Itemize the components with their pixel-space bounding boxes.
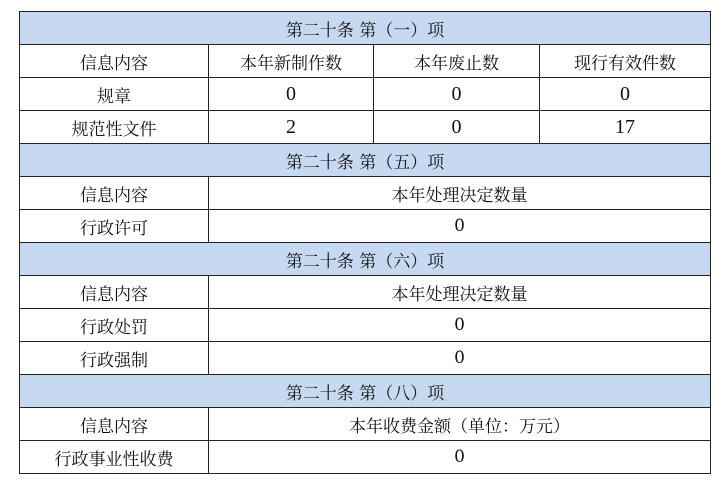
section-header-row <box>20 243 711 276</box>
column-header: 信息内容 <box>20 408 209 441</box>
column-header: 信息内容 <box>20 177 209 210</box>
row-label: 行政事业性收费 <box>20 441 209 474</box>
disclosure-table-container <box>19 11 711 474</box>
cell-value: 0 <box>209 210 711 243</box>
column-header: 本年新制作数 <box>209 45 374 78</box>
column-header: 本年废止数 <box>374 45 540 78</box>
cell-value: 0 <box>540 78 711 111</box>
section-header-row <box>20 375 711 408</box>
section-title: 第二十条 第（八）项 <box>20 375 711 408</box>
column-header-row <box>20 408 711 441</box>
cell-value: 17 <box>540 111 711 144</box>
section-title: 第二十条 第（五）项 <box>20 144 711 177</box>
column-header: 本年处理决定数量 <box>209 177 711 210</box>
column-header: 信息内容 <box>20 276 209 309</box>
table-row <box>20 441 711 474</box>
table-row <box>20 342 711 375</box>
row-label: 行政处罚 <box>20 309 209 342</box>
section-title: 第二十条 第（一）项 <box>20 12 711 45</box>
column-header-row <box>20 45 711 78</box>
cell-value: 2 <box>209 111 374 144</box>
table-row <box>20 309 711 342</box>
disclosure-table <box>19 11 711 474</box>
column-header-row <box>20 177 711 210</box>
section-header-row <box>20 144 711 177</box>
cell-value: 0 <box>209 441 711 474</box>
section-title: 第二十条 第（六）项 <box>20 243 711 276</box>
cell-value: 0 <box>374 78 540 111</box>
cell-value: 0 <box>209 309 711 342</box>
column-header-row <box>20 276 711 309</box>
table-row <box>20 111 711 144</box>
column-header: 信息内容 <box>20 45 209 78</box>
cell-value: 0 <box>209 78 374 111</box>
column-header: 本年处理决定数量 <box>209 276 711 309</box>
row-label: 行政许可 <box>20 210 209 243</box>
column-header: 现行有效件数 <box>540 45 711 78</box>
cell-value: 0 <box>209 342 711 375</box>
row-label: 规范性文件 <box>20 111 209 144</box>
row-label: 行政强制 <box>20 342 209 375</box>
cell-value: 0 <box>374 111 540 144</box>
section-header-row <box>20 12 711 45</box>
table-row <box>20 78 711 111</box>
table-row <box>20 210 711 243</box>
row-label: 规章 <box>20 78 209 111</box>
column-header: 本年收费金额（单位：万元） <box>209 408 711 441</box>
